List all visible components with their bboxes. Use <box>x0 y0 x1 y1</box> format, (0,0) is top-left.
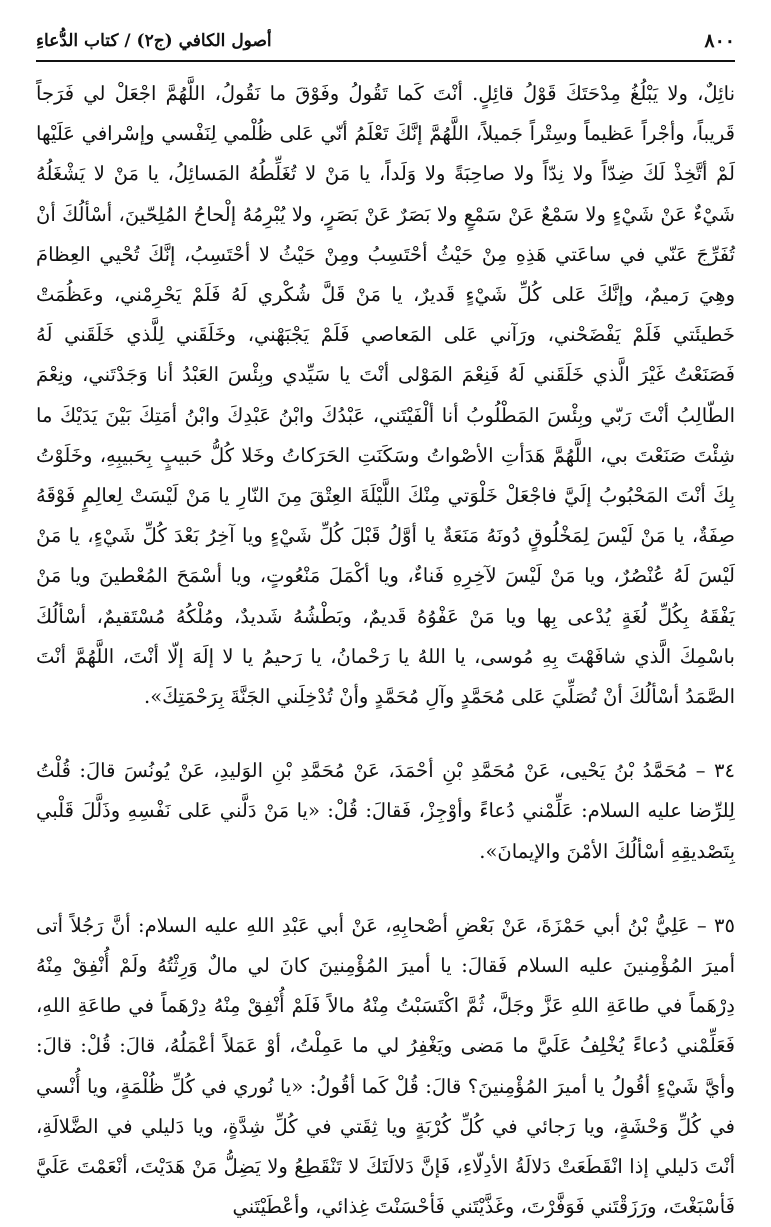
page-number: ٨٠٠ <box>704 30 735 52</box>
paragraph-spacer <box>36 717 735 751</box>
hadith-34-paragraph: ٣٤ – مُحَمَّدُ بْنُ يَحْيى، عَنْ مُحَمَّدِ بْنِ أحْمَدَ، عَنْ مُحَمَّدِ بْنِ الوَليدِ، عَنْ يُونُسَ قالَ: قُلْتُ لِلرِّضا عليه السلام: عَلِّمْني دُعاءً وأوْجِزْ، فَقالَ: قُلْ: «يا مَنْ دَلَّني عَلى نَفْسِهِ وذَلَّلَ قَلْبي بِتَصْديقِهِ أسْألُكَ الأمْنَ والإيمانَ». <box>36 759 735 863</box>
paragraph-spacer <box>36 872 735 906</box>
page-body <box>36 74 735 1219</box>
running-title: أصول الكافي (ج٢) / كتاب الدُّعاءِ <box>36 31 272 51</box>
supplication-paragraph: نائِلٌ، ولا يَبْلُغُ مِدْحَتَكَ قَوْلُ قائِلٍ. أنْتَ كَما تَقُولُ وفَوْقَ ما نَقُولُ، اللَّهُمَّ اجْعَلْ لي فَرَجاً قَريباً، وأجْراً عَظيماً وسِتْراً جَميلاً، اللَّهُمَّ إنَّكَ تَعْلَمُ أنّي عَلى ظُلْمي لِنَفْسي وإسْرافي عَلَيْها لَمْ أتَّخِذْ لَكَ ضِدّاً ولا نِدّاً ولا صاحِبَةً ولا وَلَداً، يا مَنْ لا تُغَلِّطُهُ المَسائِلُ، يا مَنْ لا يَشْغَلُهُ شَيْءٌ عَنْ شَيْءٍ ولا سَمْعٌ عَنْ سَمْعٍ ولا بَصَرٌ عَنْ بَصَرٍ، ولا يُبْرِمُهُ إلْحاحُ المُلِحّينَ، أسْألُكَ أنْ تُفَرِّجَ عَنّي في ساعَتي هَذِهِ مِنْ حَيْثُ أحْتَسِبُ ومِنْ حَيْثُ لا أحْتَسِبُ، إنَّكَ تُحْيي العِظامَ وهِيَ رَميمٌ، وإنَّكَ عَلى كُلِّ شَيْءٍ قَديرٌ، يا مَنْ قَلَّ شُكْري لَهُ فَلَمْ يَحْرِمْني، وعَظُمَتْ خَطيئَتي فَلَمْ يَفْضَحْني، ورَآني عَلى المَعاصي فَلَمْ يَجْبَهْني، وخَلَقَني لِلَّذي خَلَقَني لَهُ فَصَنَعْتُ غَيْرَ الَّذي خَلَقَني لَهُ فَنِعْمَ المَوْلى أنْتَ يا سَيِّدي وبِئْسَ العَبْدُ أنا وَجَدْتَني، ونِعْمَ الطّالِبُ أنْتَ رَبّي وبِئْسَ المَطْلُوبُ أنا ألْفَيْتَني، عَبْدُكَ وابْنُ عَبْدِكَ وابْنُ أمَتِكَ بَيْنَ يَدَيْكَ ما شِئْتَ صَنَعْتَ بي، اللَّهُمَّ هَدَأتِ الأصْواتُ وسَكَنَتِ الحَرَكاتُ وخَلا كُلُّ حَبيبٍ بِحَبيبِهِ، وخَلَوْتُ بِكَ أنْتَ المَحْبُوبُ إلَيَّ فاجْعَلْ خَلْوَتي مِنْكَ اللَّيْلَةَ العِتْقَ مِنَ النّارِ يا مَنْ لَيْسَتْ لِعالِمٍ فَوْقَهُ صِفَةٌ، يا مَنْ لَيْسَ لِمَخْلُوقٍ دُونَهُ مَنَعَةٌ يا أوَّلُ قَبْلَ كُلِّ شَيْءٍ ويا آخِرُ بَعْدَ كُلِّ شَيْءٍ، يا مَنْ لَيْسَ لَهُ عُنْصُرٌ، ويا مَنْ لَيْسَ لآخِرِهِ فَناءٌ، ويا أكْمَلَ مَنْعُوتٍ، ويا أسْمَحَ المُعْطينَ ويا مَنْ يَفْقَهُ بِكُلِّ لُغَةٍ يُدْعى بِها ويا مَنْ عَفْوُهُ قَديمٌ، وبَطْشُهُ شَديدٌ، ومُلْكُهُ مُسْتَقيمٌ، أسْألُكَ باسْمِكَ الَّذي شافَهْتَ بِهِ مُوسى، يا اللهُ يا رَحْمانُ، يا رَحيمُ يا لا إلَهَ إلّا أنْتَ، اللَّهُمَّ أنْتَ الصَّمَدُ أسْألُكَ أنْ تُصَلِّيَ عَلى مُحَمَّدٍ وآلِ مُحَمَّدٍ وأنْ تُدْخِلَني الجَنَّةَ بِرَحْمَتِكَ». <box>36 82 735 709</box>
page-header <box>36 22 735 62</box>
hadith-35-paragraph: ٣٥ – عَلِيُّ بْنُ أبي حَمْزَةَ، عَنْ بَعْضِ أصْحابِهِ، عَنْ أبي عَبْدِ اللهِ عليه السلام: أنَّ رَجُلاً أتى أميرَ المُؤْمِنينَ عليه السلام فَقالَ: يا أميرَ المُؤْمِنينَ كانَ لي مالٌ وَرِثْتُهُ ولَمْ أُنْفِقْ مِنْهُ دِرْهَماً في طاعَةِ اللهِ عَزَّ وجَلَّ، ثُمَّ اكْتَسَبْتُ مِنْهُ مالاً فَلَمْ أُنْفِقْ مِنْهُ دِرْهَماً في طاعَةِ اللهِ، فَعَلِّمْني دُعاءً يُخْلِفُ عَلَيَّ ما مَضى ويَغْفِرُ لي ما عَمِلْتُ، أوْ عَمَلاً أعْمَلُهُ، قالَ: قُلْ: قالَ: وأيَّ شَيْءٍ أقُولُ يا أميرَ المُؤْمِنينَ؟ قالَ: قُلْ كَما أقُولُ: «يا نُوري في كُلِّ ظُلْمَةٍ، ويا أُنْسي في كُلِّ وَحْشَةٍ، ويا رَجائي في كُلِّ كُرْبَةٍ ويا ثِقَتي في كُلِّ شِدَّةٍ، ويا دَليلي في الضَّلالَةِ، أنْتَ دَليلي إذا انْقَطَعَتْ دَلالَةُ الأدِلّاءِ، فَإنَّ دَلالَتَكَ لا تَنْقَطِعُ ولا يَضِلُّ مَنْ هَدَيْتَ، أنْعَمْتَ عَلَيَّ فَأسْبَغْتَ، ورَزَقْتَني فَوَفَّرْتَ، وغَذَّيْتَني فَأحْسَنْتَ غِذائي، وأعْطَيْتَني <box>36 913 735 1219</box>
